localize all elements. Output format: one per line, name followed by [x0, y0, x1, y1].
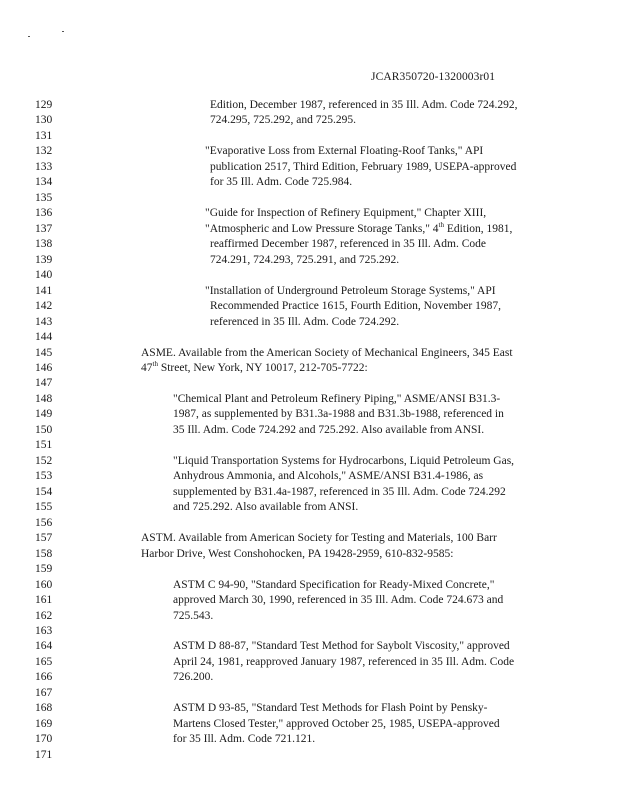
line-number: 142 [35, 300, 53, 313]
document-line [0, 685, 618, 701]
line-text: "Evaporative Loss from External Floating-Roof Tanks," API [205, 145, 484, 158]
document-line [0, 97, 618, 113]
line-number: 145 [35, 346, 53, 359]
line-text: supplemented by B31.4a-1987, referenced in 35 Ill. Adm. Code 724.292 [173, 485, 506, 498]
superscript: th [438, 220, 444, 229]
line-number: 139 [35, 253, 53, 266]
line-text: 1987, as supplemented by B31.3a-1988 and B31.3b-1988, referenced in [173, 408, 504, 421]
line-text: ASME. Available from the American Society of Mechanical Engineers, 345 East [141, 346, 513, 359]
document-line [0, 190, 618, 206]
document-line [0, 298, 618, 314]
document-line [0, 546, 618, 562]
document-line [0, 112, 618, 128]
document-line [0, 515, 618, 531]
line-number: 163 [35, 624, 53, 637]
line-number: 164 [35, 640, 53, 653]
line-text: 725.543. [173, 609, 214, 622]
line-text: ASTM. Available from American Society for Testing and Materials, 100 Barr [141, 532, 497, 545]
line-number: 146 [35, 361, 53, 374]
line-text: 726.200. [173, 671, 214, 684]
document-line [0, 391, 618, 407]
line-text: publication 2517, Third Edition, February 1989, USEPA-approved [210, 160, 517, 173]
line-number: 132 [35, 145, 53, 158]
document-line [0, 314, 618, 330]
line-text: Harbor Drive, West Conshohocken, PA 19428-2959, 610-832-9585: [141, 547, 454, 560]
line-number: 152 [35, 454, 53, 467]
document-line [0, 252, 618, 268]
line-number: 160 [35, 578, 53, 591]
line-number: 171 [35, 748, 53, 761]
document-line [0, 128, 618, 144]
document-line [0, 236, 618, 252]
line-number: 153 [35, 470, 53, 483]
line-number: 157 [35, 532, 53, 545]
line-number: 150 [35, 423, 53, 436]
line-number: 155 [35, 501, 53, 514]
line-number: 151 [35, 439, 53, 452]
line-number: 134 [35, 176, 53, 189]
document-line [0, 329, 618, 345]
line-text: ASTM C 94-90, "Standard Specification for Ready-Mixed Concrete," [173, 578, 495, 591]
line-text: reaffirmed December 1987, referenced in 35 Ill. Adm. Code [210, 238, 486, 251]
document-line [0, 205, 618, 221]
line-number: 158 [35, 547, 53, 560]
line-number: 154 [35, 485, 53, 498]
document-line [0, 174, 618, 190]
line-text: "Atmospheric and Low Pressure Storage Tanks," 4th Edition, 1981, [205, 220, 513, 235]
line-text: "Guide for Inspection of Refinery Equipment," Chapter XIII, [205, 207, 487, 220]
document-line [0, 499, 618, 515]
line-text: "Liquid Transportation Systems for Hydrocarbons, Liquid Petroleum Gas, [173, 454, 515, 467]
document-line [0, 623, 618, 639]
document-line [0, 700, 618, 716]
line-number: 161 [35, 594, 53, 607]
line-number: 143 [35, 315, 53, 328]
document-line [0, 592, 618, 608]
line-text: Martens Closed Tester," approved October 25, 1985, USEPA-approved [173, 717, 500, 730]
line-number: 138 [35, 238, 53, 251]
document-line [0, 453, 618, 469]
line-number: 141 [35, 284, 53, 297]
line-number: 166 [35, 671, 53, 684]
line-text: 35 Ill. Adm. Code 724.292 and 725.292. Also available from ANSI. [173, 423, 485, 436]
document-line [0, 159, 618, 175]
scan-speck [28, 36, 30, 37]
line-number: 144 [35, 331, 53, 344]
document-line [0, 608, 618, 624]
line-text: 47th Street, New York, NY 10017, 212-705-7722: [141, 359, 368, 374]
line-text: for 35 Ill. Adm. Code 721.121. [173, 733, 316, 746]
document-line [0, 143, 618, 159]
line-text: Edition, December 1987, referenced in 35 Ill. Adm. Code 724.292, [210, 99, 518, 111]
line-text: 724.291, 724.293, 725.291, and 725.292. [210, 253, 400, 266]
document-line [0, 267, 618, 283]
line-text: for 35 Ill. Adm. Code 725.984. [210, 176, 353, 189]
line-number: 131 [35, 129, 53, 142]
document-line [0, 731, 618, 747]
document-line [0, 669, 618, 685]
document-line [0, 577, 618, 593]
document-line [0, 283, 618, 299]
line-number: 130 [35, 114, 53, 127]
document-line [0, 221, 618, 237]
scan-speck [62, 31, 64, 32]
line-text: "Chemical Plant and Petroleum Refinery Piping," ASME/ANSI B31.3- [173, 392, 501, 405]
line-number: 140 [35, 269, 53, 282]
line-number: 169 [35, 717, 53, 730]
line-number: 168 [35, 702, 53, 715]
line-text: and 725.292. Also available from ANSI. [173, 501, 359, 514]
line-number: 135 [35, 191, 53, 204]
document-line [0, 638, 618, 654]
line-text: April 24, 1981, reapproved January 1987, referenced in 35 Ill. Adm. Code [173, 655, 515, 668]
document-line [0, 716, 618, 732]
document-line [0, 530, 618, 546]
document-line [0, 654, 618, 670]
superscript: th [152, 359, 158, 368]
document-line [0, 375, 618, 391]
document-line [0, 437, 618, 453]
line-text: Anhydrous Ammonia, and Alcohols," ASME/ANSI B31.4-1986, as [173, 470, 484, 483]
document-line [0, 422, 618, 438]
document-line [0, 406, 618, 422]
line-text: ASTM D 88-87, "Standard Test Method for Saybolt Viscosity," approved [173, 640, 510, 653]
line-number: 170 [35, 733, 53, 746]
document-line [0, 484, 618, 500]
line-number: 129 [35, 99, 53, 111]
line-text: 724.295, 725.292, and 725.295. [210, 114, 356, 127]
line-number: 148 [35, 392, 53, 405]
line-number: 165 [35, 655, 53, 668]
line-number: 147 [35, 377, 53, 390]
line-text: "Installation of Underground Petroleum Storage Systems," API [205, 284, 496, 297]
document-line [0, 747, 618, 763]
line-number: 162 [35, 609, 53, 622]
line-text: referenced in 35 Ill. Adm. Code 724.292. [210, 315, 400, 328]
document-line [0, 561, 618, 577]
line-text: Recommended Practice 1615, Fourth Edition, November 1987, [210, 300, 501, 313]
line-number: 156 [35, 516, 53, 529]
line-number: 133 [35, 160, 53, 173]
line-number: 149 [35, 408, 53, 421]
document-id-header: JCAR350720-1320003r01 [371, 71, 496, 83]
line-text: approved March 30, 1990, referenced in 35 Ill. Adm. Code 724.673 and [173, 594, 504, 607]
document-line [0, 360, 618, 376]
line-number: 167 [35, 686, 53, 699]
line-number: 136 [35, 207, 53, 220]
line-text: ASTM D 93-85, "Standard Test Methods for Flash Point by Pensky- [173, 702, 488, 715]
document-line [0, 345, 618, 361]
line-number: 159 [35, 563, 53, 576]
document-line [0, 468, 618, 484]
line-number: 137 [35, 222, 53, 235]
